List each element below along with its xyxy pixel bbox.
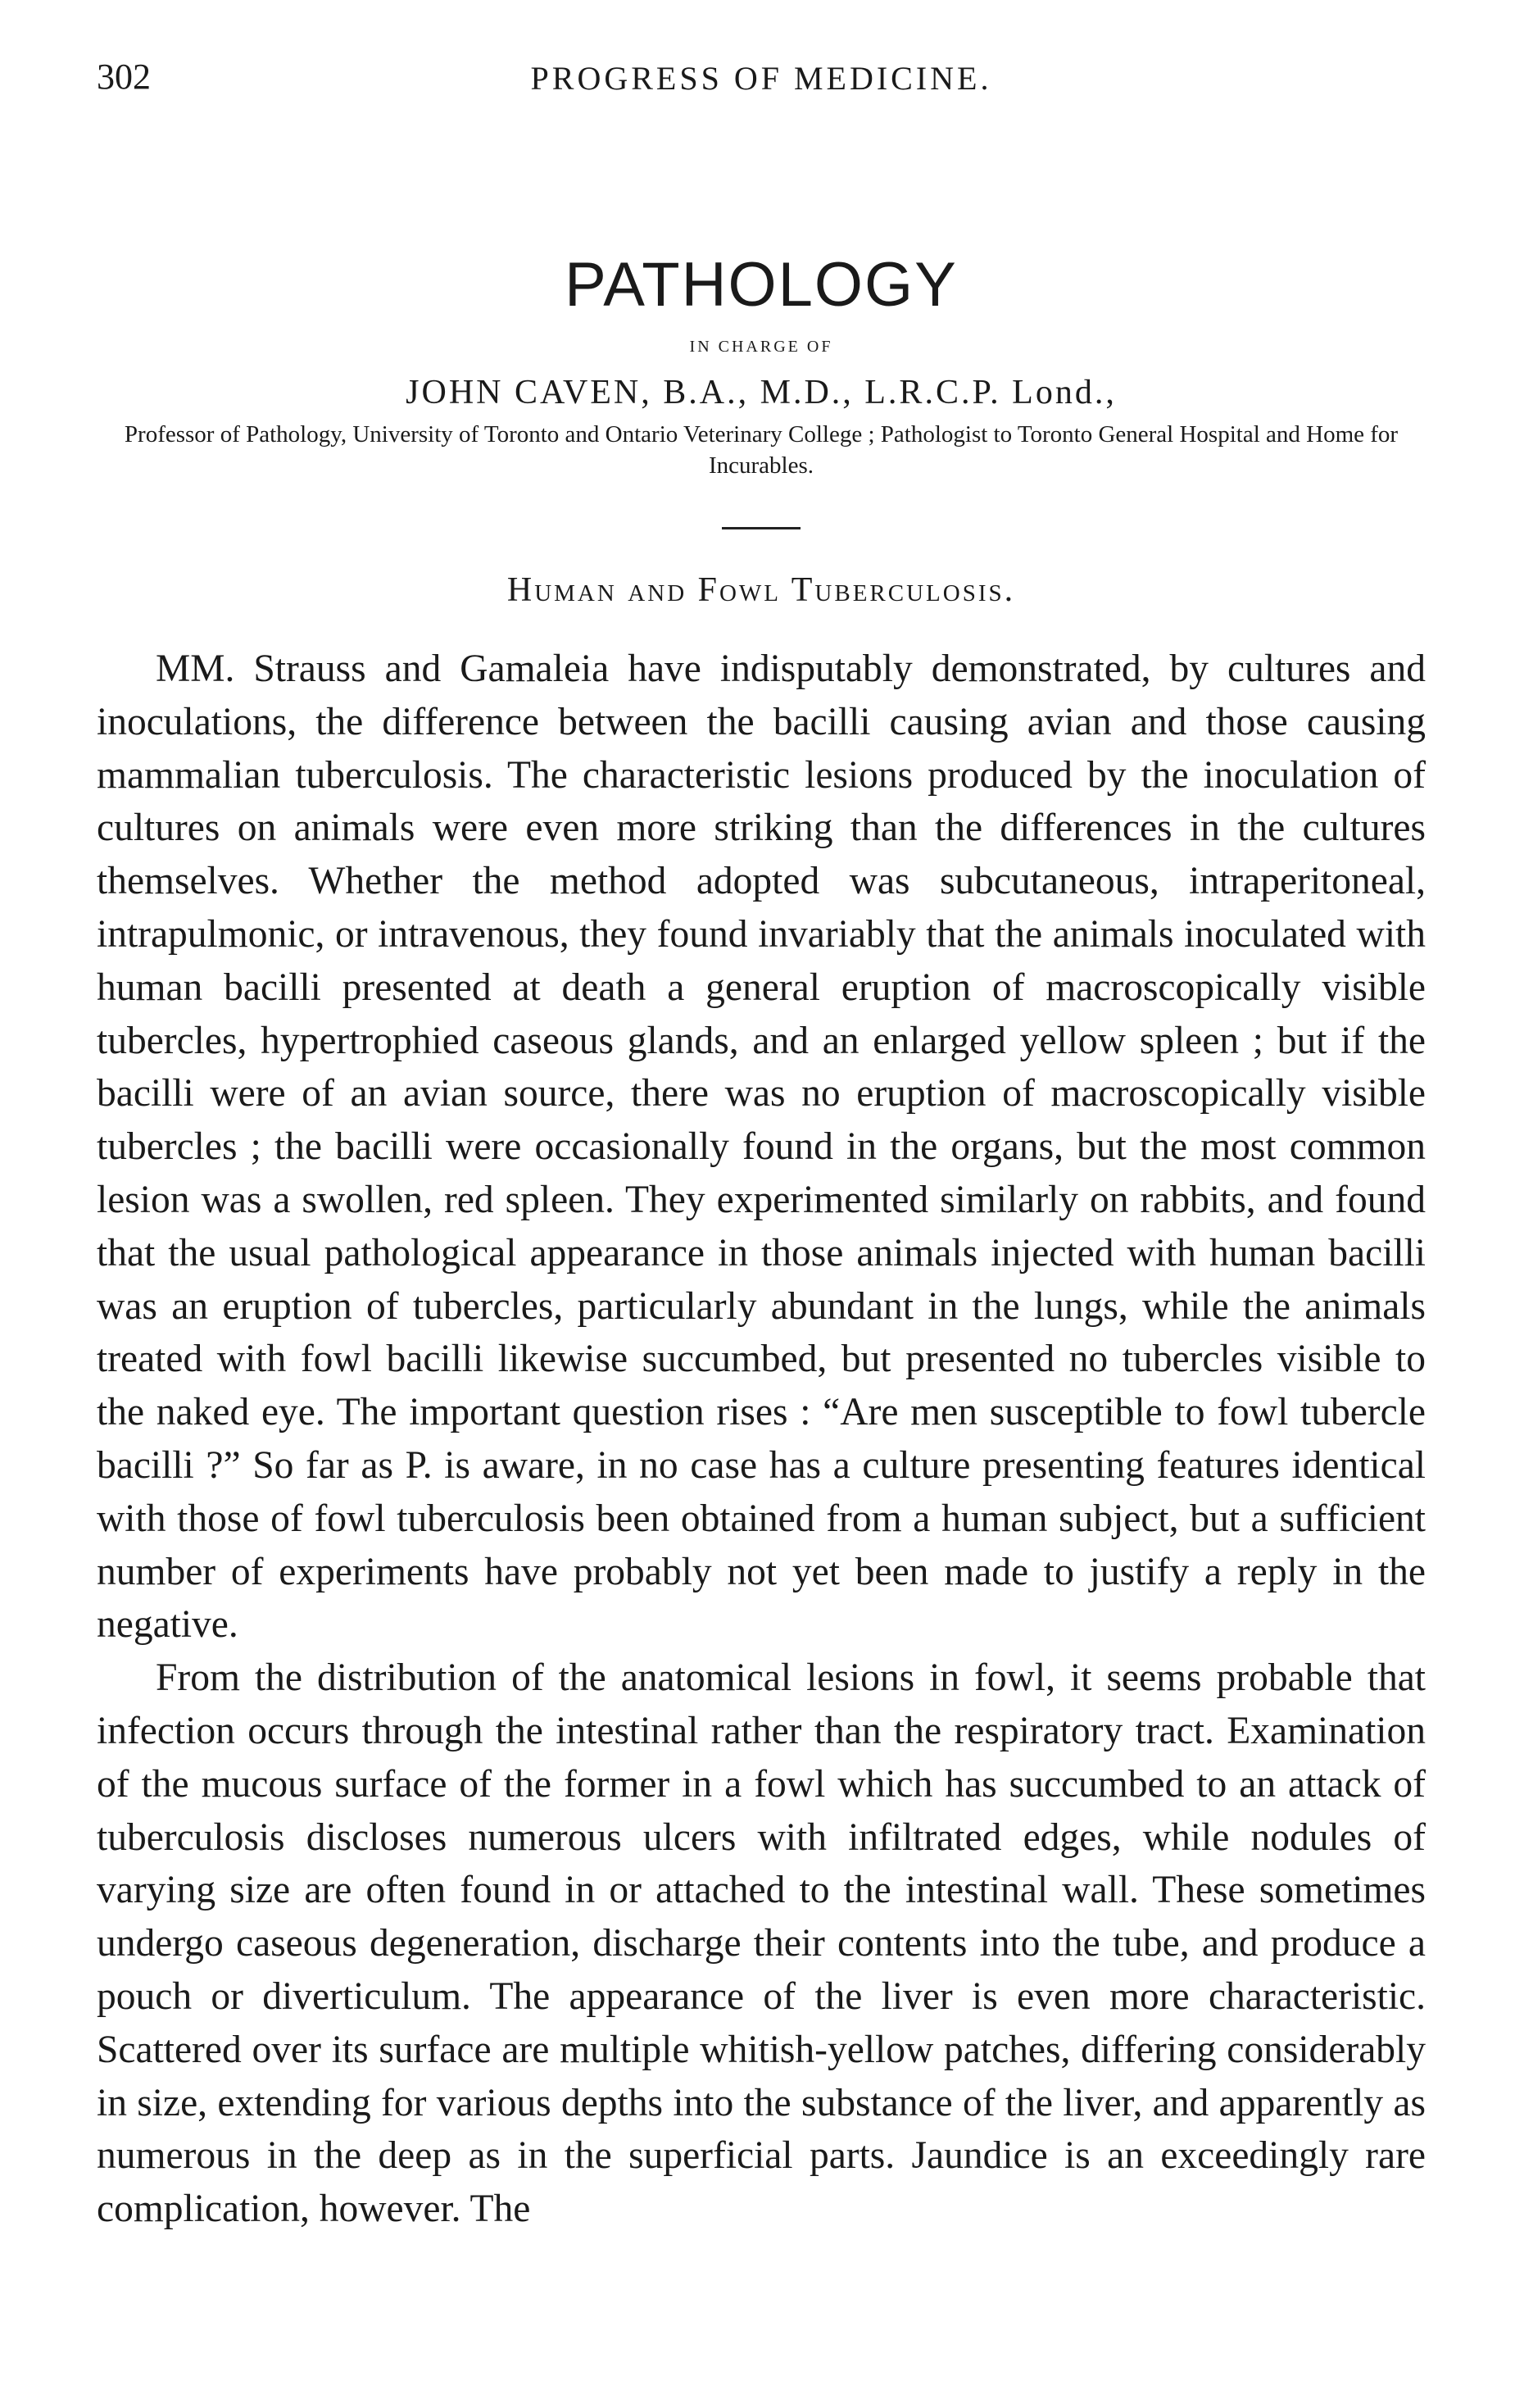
running-head-title: PROGRESS OF MEDICINE. [530,60,992,97]
running-head [97,49,1426,115]
author-affiliation: Professor of Pathology, University of Toronto and Ontario Veterinary College ; Pathologist to Toronto General Hospital and Home for Incurables. [124,421,1399,479]
article-title: Human and Fowl Tuberculosis. [506,571,1016,609]
paragraph: MM. Strauss and Gamaleia have indisputably demonstrated, by cultures and inoculations, the difference between the bacilli causing avian and those causing mammalian tuberculosis. The characteristic lesions produced by the inoculation of cultures on animals were even more striking than the differences in the cultures themselves. Whether the method adopted was subcutaneous, intraperitoneal, intrapulmonic, or intravenous, they found invariably that the animals inoculated with human bacilli presented at death a general eruption of macroscopically visible tubercles, hypertrophied caseous glands, and an enlarged yellow spleen ; but if the bacilli were of an avian source, there was no eruption of macroscopically visible tubercles ; the bacilli were occasionally found in the organs, but the most common lesion was a swollen, red spleen. They experimented similarly on rabbits, and found that the usual pathological appearance in those animals injected with human bacilli was an eruption of tubercles, particularly abundant in the lungs, while the animals treated with fowl bacilli likewise succumbed, but presented no tubercles visible to the naked eye. The important question rises : “Are men susceptible to fowl tubercle bacilli ?” So far as P. is aware, in no case has a culture presenting features identical with those of fowl tuberculosis been obtained from a human subject, but a sufficient number of experiments have probably not yet been made to justify a reply in the negative. [97,647,1426,1647]
book-page [97,49,1426,2236]
paragraph: From the distribution of the anatomical lesions in fowl, it seems probable that infection occurs through the intestinal rather than the respiratory tract. Examination of the mucous surface of the former in a fowl which has succumbed to an attack of tuberculosis discloses numerous ulcers with infiltrated edges, while nodules of varying size are often found in or attached to the intestinal wall. These sometimes undergo caseous degeneration, discharge their contents into the tube, and produce a pouch or diverticulum. The appearance of the liver is even more characteristic. Scattered over its surface are multiple whitish-yellow patches, differing considerably in size, extending for various depths into the substance of the liver, and apparently as numerous in the deep as in the superficial parts. Jaundice is an exceedingly rare complication, however. The [97,1656,1426,2231]
in-charge-label: IN CHARGE OF [689,338,833,356]
author-name: JOHN CAVEN, B.A., M.D., L.R.C.P. Lond., [406,374,1117,411]
section-divider [722,527,801,529]
page-number: 302 [97,57,151,97]
section-title: PATHOLOGY [565,250,958,320]
article-body [97,643,1426,2236]
